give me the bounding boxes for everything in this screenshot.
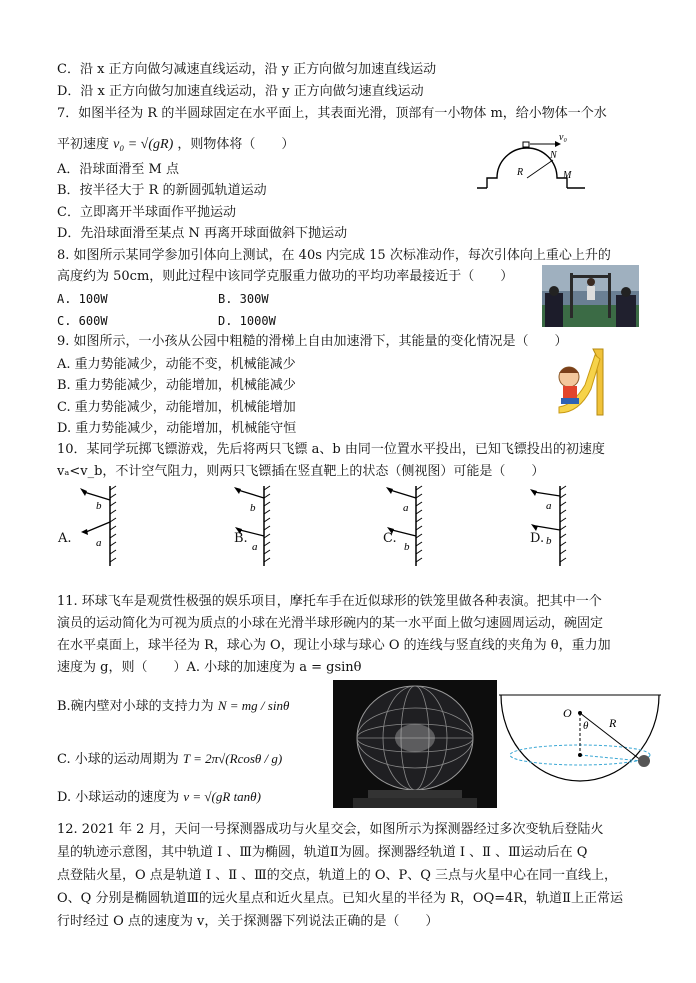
q8-stem: 8. 如图所示某同学参加引体向上测试，在 40s 内完成 15 次标准动作，每次引体向上重心上升的 — [57, 248, 611, 263]
q11-stem-line4-option-a: 速度为 g，则（ ）A. 小球的加速度为 a = gsinθ — [57, 660, 362, 675]
q6-option-c: C．沿 x 正方向做匀减速直线运动，沿 y 正方向做匀加速直线运动 — [57, 62, 437, 77]
q9-stem: 9. 如图所示，一小孩从公园中粗糙的滑梯上自由加速滑下，其能量的变化情况是（ ） — [57, 334, 568, 349]
q10-option-b-label: B. — [234, 531, 248, 546]
q10-a-bottom-label: a — [96, 537, 102, 549]
q12-stem-line3: 点登陆火星，O 点是轨道 Ⅰ 、Ⅱ 、Ⅲ的交点，轨道上的 O、P、Q 三点与火星中心在同一直线上， — [57, 868, 618, 883]
q11-globe-of-death-photo — [333, 680, 497, 808]
q12-stem-line2: 星的轨迹示意图，其中轨道 Ⅰ 、Ⅲ为椭圆，轨道Ⅱ为圆。探测器经轨道 Ⅰ 、Ⅱ 、Ⅲ运动后在 Q — [57, 845, 588, 860]
q8-option-c: C. 600W — [57, 314, 108, 328]
q7-option-d: D．先沿球面滑至某点 N 再离开球面做斜下抛运动 — [57, 226, 348, 241]
q7-option-b: B．按半径大于 R 的新圆弧轨道运动 — [57, 183, 267, 198]
q11-option-b — [57, 697, 289, 716]
q11-fig-label-theta: θ — [583, 720, 589, 732]
q7-fig-label-m: M — [563, 170, 572, 181]
q11-option-d-formula: v = √(gR tanθ) — [183, 789, 261, 804]
q11-stem: 11. 环球飞车是观赏性极强的娱乐项目，摩托车手在近似球形的铁笼里做各种表演。把其中一个 — [57, 594, 602, 609]
q8-option-d: D. 1000W — [218, 314, 276, 328]
q11-option-d — [57, 788, 261, 807]
q7-formula: v₀ = √(gR) — [113, 137, 174, 152]
q7-stem-tail: ，则物体将（ ） — [177, 137, 295, 152]
q12-stem-line4: O、Q 分别是椭圆轨道Ⅲ的远火星点和近火星点。已知火星的半径为 R，OQ=4R，轨道Ⅱ上正常运 — [57, 891, 624, 906]
q9-option-d: D. 重力势能减少，动能增加，机械能守恒 — [57, 421, 297, 436]
q8-pullup-photo — [542, 265, 639, 327]
q10-dart-panel-c — [384, 484, 432, 568]
q7-option-a: A．沿球面滑至 M 点 — [57, 162, 179, 177]
q11-fig-label-r: R — [609, 716, 617, 730]
q10-d-bottom-label: b — [546, 535, 552, 547]
q9-option-a: A. 重力势能减少，动能不变，机械能减少 — [57, 357, 296, 372]
q8-option-a: A. 100W — [57, 292, 108, 306]
q9-option-c: C. 重力势能减少，动能增加，机械能增加 — [57, 400, 296, 415]
q11-option-c-text: C. 小球的运动周期为 — [57, 752, 179, 767]
q10-stem-line2: vₐ<v_b，不计空气阻力，则两只飞镖插在竖直靶上的状态（侧视图）可能是（ ） — [57, 464, 545, 479]
q11-option-d-text: D. 小球运动的速度为 — [57, 790, 180, 805]
q10-a-top-label: b — [96, 500, 102, 512]
q11-fig-label-o: O — [563, 706, 572, 720]
q7-fig-label-n: N — [550, 150, 557, 161]
q7-stem-text: 平初速度 — [57, 137, 110, 152]
q7-stem-line2 — [57, 136, 294, 154]
q12-stem: 12. 2021 年 2 月，天问一号探测器成功与火星交会，如图所示为探测器经过多次变轨后登陆火 — [57, 822, 604, 837]
q7-hemisphere-figure — [475, 128, 590, 194]
q11-option-b-text: B.碗内壁对小球的支持力为 — [57, 699, 214, 714]
q12-stem-line5: 行时经过 O 点的速度为 v，关于探测器下列说法正确的是（ ） — [57, 914, 439, 929]
q10-stem: 10．某同学玩掷飞镖游戏，先后将两只飞镖 a、b 由同一位置水平投出，已知飞镖投出的初速度 — [57, 442, 605, 457]
q10-dart-panel-a — [78, 484, 126, 568]
q8-option-b: B. 300W — [218, 292, 269, 306]
q9-slide-cartoon — [553, 345, 615, 417]
q11-stem-line3: 在水平桌面上，球半径为 R，球心为 O，现让小球与球心 O 的连线与竖直线的夹角为 θ，重力加 — [57, 638, 611, 653]
q10-b-bottom-label: a — [252, 541, 258, 553]
q11-option-c-formula: T = 2π√(Rcosθ / g) — [182, 751, 283, 766]
q10-option-d-label: D. — [530, 531, 545, 546]
q10-option-a-label: A. — [58, 531, 72, 546]
q10-b-top-label: b — [250, 502, 256, 514]
q10-d-top-label: a — [546, 500, 552, 512]
q11-bowl-diagram — [497, 683, 663, 788]
q10-dart-panel-b — [232, 484, 280, 568]
q10-dart-panel-d — [528, 484, 576, 568]
q6-option-d: D．沿 x 正方向做匀加速直线运动，沿 y 正方向做匀速直线运动 — [57, 84, 424, 99]
q10-option-c-label: C. — [383, 531, 397, 546]
q7-fig-label-v0: v₀ — [559, 132, 567, 143]
q10-c-bottom-label: b — [404, 541, 410, 553]
q8-stem-line2: 高度约为 50cm，则此过程中该同学克服重力做功的平均功率最接近于（ ） — [57, 269, 514, 284]
q7-stem: 7．如图半径为 R 的半圆球固定在水平面上，其表面光滑，顶部有一小物体 m，给小物体一个水 — [57, 106, 607, 121]
q11-stem-line2: 演员的运动简化为可视为质点的小球在光滑半球形碗内的某一水平面上做匀速圆周运动，碗固定 — [57, 616, 604, 631]
q10-c-top-label: a — [403, 502, 409, 514]
q11-option-b-formula: N = mg / sinθ — [217, 698, 290, 713]
q7-option-c: C．立即离开半球面作平抛运动 — [57, 205, 236, 220]
q7-fig-label-r: R — [517, 167, 524, 178]
q9-option-b: B. 重力势能减少，动能增加，机械能减少 — [57, 378, 296, 393]
q11-option-c — [57, 750, 282, 769]
